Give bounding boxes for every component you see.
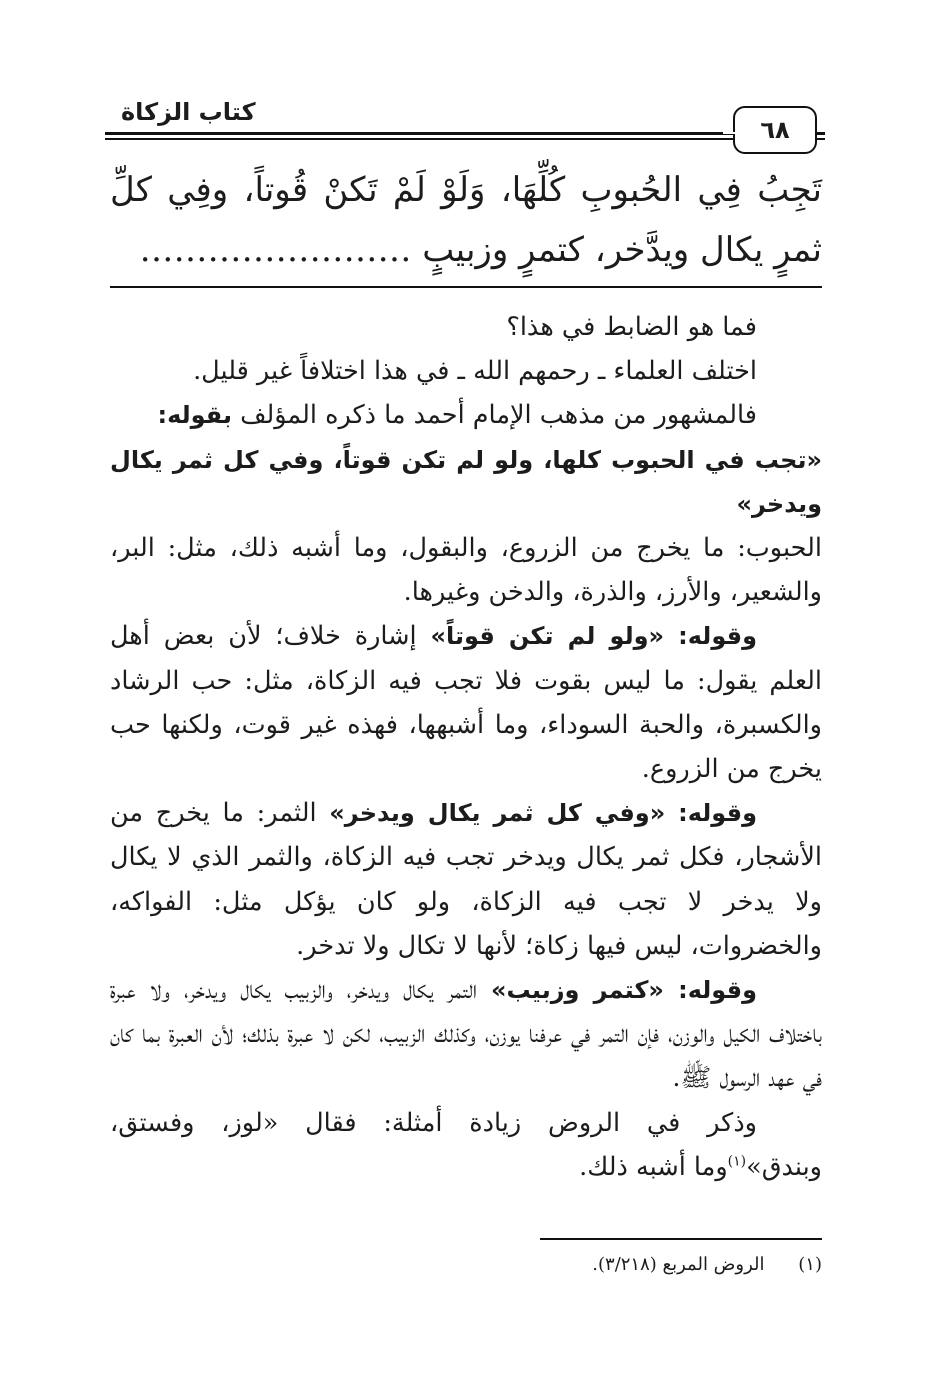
footnote-text: الروض المربع (٣/٢١٨). (592, 1254, 765, 1275)
page-number: ٦٨ (733, 106, 817, 154)
paragraph-fruits (110, 791, 822, 968)
matn-sentence: تَجِبُ فِي الحُبوبِ كُلِّهَا، وَلَوْ لَمْ تَكنْ قُوتاً، وفِي كلِّ ثمرٍ يكال ويدَّخر، كتمرٍ وزبيبٍ (110, 170, 822, 270)
paragraph-rawd-examples (110, 1101, 822, 1189)
paragraph-grains: الحبوب: ما يخرج من الزروع، والبقول، وما أشبه ذلك، مثل: البر، والشعير، والأرز، والذرة، والدخن وغيرها. (110, 533, 822, 608)
bold-label: وقوله: «وفي كل ثمر يكال ويدخر» (329, 799, 757, 828)
paragraph-text: وذكر في الروض زيادة أمثلة: فقال «لوز، وفستق، وبندق» (110, 1107, 822, 1182)
paragraph-text: التمر يكال ويدخر، والزبيب يكال ويدخر، ولا عبرة باختلاف الكيل والوزن، فإن التمر في عرفنا يوزن، وكذلك الزبيب، لكن لا عبرة بذلك؛ لأن العبرة بما كان في عهد الرسول ﷺ. (110, 975, 822, 1094)
paragraph-question: فما هو الضابط في هذا؟ (506, 312, 757, 342)
paragraph-madhhab (110, 393, 822, 437)
bold-label: وقوله: «كتمر وزبيب» (491, 976, 757, 1005)
header-rule (105, 132, 825, 135)
header-rule-secondary (105, 138, 825, 140)
paragraph-text: إشارة خلاف؛ لأن بعض أهل العلم يقول: ما ليس بقوت فلا تجب فيه الزكاة، مثل: حب الرشاد والكسبرة، والحبة السوداء، وما أشبهها، فهذه غير قوت، ولكنها حب يخرج من الزروع. (110, 621, 822, 785)
footnote-marker: (١) (727, 1153, 747, 1170)
paragraph-quote (110, 438, 822, 526)
bold-label: وقوله: «ولو لم تكن قوتاً» (430, 622, 757, 651)
paragraph-disagreement: اختلف العلماء ـ رحمهم الله ـ في هذا اختلافاً غير قليل. (193, 356, 757, 387)
book-title: كتاب الزكاة (113, 98, 264, 126)
matn-dots: …………………… (139, 230, 412, 270)
paragraph-text: فالمشهور من مذهب الإمام أحمد ما ذكره المؤلف (231, 400, 757, 431)
paragraph-text: وما أشبه ذلك. (579, 1151, 728, 1182)
bold-quote: «تجب في الحبوب كلها، ولو لم تكن قوتاً، وفي كل ثمر يكال ويدخر» (110, 445, 822, 518)
footnote (222, 1250, 822, 1280)
commentary-body (110, 305, 822, 1189)
page-header (105, 96, 825, 146)
footnote-divider (540, 1238, 822, 1240)
paragraph-text: الثمر: ما يخرج من الأشجار، فكل ثمر يكال ويدخر تجب فيه الزكاة، والثمر الذي لا يكال ولا يدخر لا تجب فيه الزكاة، ولو كان يؤكل مثل: الفواكه، والخضروات، ليس فيها زكاة؛ لأنها لا تكال ولا تدخر. (110, 798, 822, 961)
matn-divider (110, 286, 822, 288)
matn-text (110, 160, 822, 280)
paragraph-dates-raisins (110, 968, 822, 1101)
footnote-number: (١) (798, 1254, 822, 1275)
paragraph-not-staple (110, 614, 822, 791)
bold-label: بقوله: (157, 401, 232, 430)
